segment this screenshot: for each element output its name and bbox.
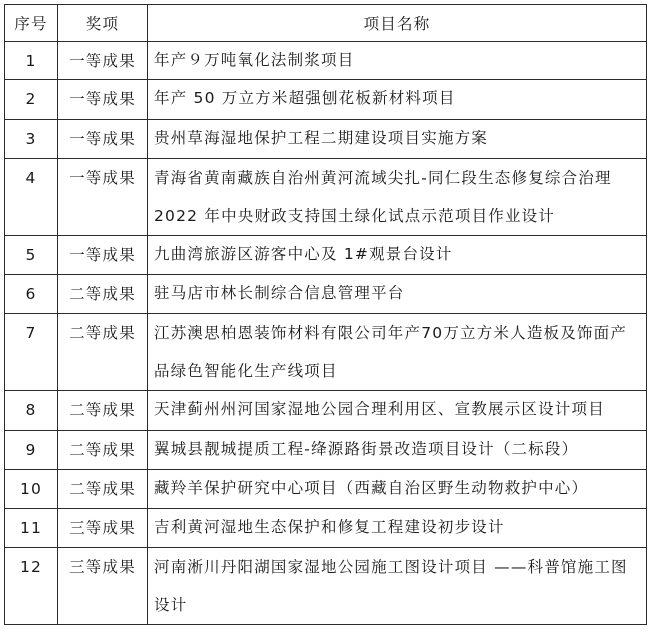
row-award: 二等成果 [58,470,148,509]
row-award: 二等成果 [58,314,148,391]
header-project-name: 项目名称 [148,5,647,42]
row-serial-number: 7 [5,314,58,391]
row-serial-number: 2 [5,80,58,120]
table-row [5,236,647,275]
row-award: 三等成果 [58,548,148,625]
row-award: 一等成果 [58,120,148,159]
table-row [5,159,647,236]
table-row [5,470,647,509]
row-project-name: 年产９万吨氧化法制浆项目 [148,42,647,80]
table-row [5,391,647,431]
awards-table [4,4,647,625]
row-serial-number: 12 [5,548,58,625]
table-row [5,80,647,120]
row-serial-number: 3 [5,120,58,159]
row-project-name: 吉利黄河湿地生态保护和修复工程建设初步设计 [148,509,647,548]
table-row [5,120,647,159]
row-award: 一等成果 [58,236,148,275]
row-project-name: 驻马店市林长制综合信息管理平台 [148,275,647,314]
row-award: 一等成果 [58,159,148,236]
row-award: 二等成果 [58,275,148,314]
table-row [5,42,647,80]
row-serial-number: 11 [5,509,58,548]
table-row [5,431,647,470]
row-serial-number: 10 [5,470,58,509]
row-project-name: 贵州草海湿地保护工程二期建设项目实施方案 [148,120,647,159]
row-serial-number: 6 [5,275,58,314]
table-row [5,548,647,625]
row-project-name: 藏羚羊保护研究中心项目（西藏自治区野生动物救护中心） [148,470,647,509]
row-project-name: 青海省黄南藏族自治州黄河流域尖扎-同仁段生态修复综合治理 2022 年中央财政支持国土绿化试点示范项目作业设计 [148,159,647,236]
row-serial-number: 8 [5,391,58,431]
table-row [5,509,647,548]
row-project-name: 翼城县靓城提质工程-绛源路街景改造项目设计（二标段） [148,431,647,470]
header-row [5,5,647,42]
row-project-name: 九曲湾旅游区游客中心及 1#观景台设计 [148,236,647,275]
table-row [5,275,647,314]
row-award: 二等成果 [58,431,148,470]
row-award: 一等成果 [58,42,148,80]
row-serial-number: 1 [5,42,58,80]
row-project-name: 年产 50 万立方米超强刨花板新材料项目 [148,80,647,120]
row-award: 一等成果 [58,80,148,120]
row-serial-number: 4 [5,159,58,236]
row-project-name: 河南淅川丹阳湖国家湿地公园施工图设计项目 ——科普馆施工图设计 [148,548,647,625]
row-serial-number: 9 [5,431,58,470]
header-award: 奖项 [58,5,148,42]
row-award: 二等成果 [58,391,148,431]
header-serial-number: 序号 [5,5,58,42]
row-award: 三等成果 [58,509,148,548]
table-row [5,314,647,391]
row-serial-number: 5 [5,236,58,275]
row-project-name: 天津蓟州州河国家湿地公园合理利用区、宣教展示区设计项目 [148,391,647,431]
row-project-name: 江苏澳思柏恩装饰材料有限公司年产70万立方米人造板及饰面产品绿色智能化生产线项目 [148,314,647,391]
